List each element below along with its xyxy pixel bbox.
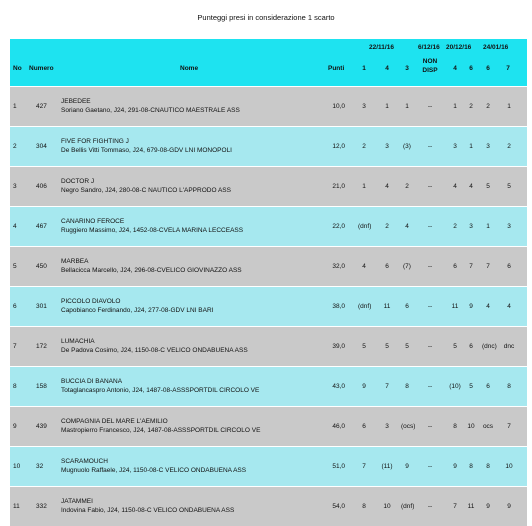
race-score-cell: 6 (469, 343, 473, 350)
race-score-cell: 9 (405, 463, 409, 470)
race-score-cell: 3 (385, 143, 389, 150)
race-label: 1 (362, 65, 366, 72)
race-score-cell: 2 (507, 143, 511, 150)
race-score-cell: 6 (385, 263, 389, 270)
rank-cell: 8 (13, 383, 17, 390)
sail-number-cell: 450 (36, 263, 47, 270)
table-row (10, 206, 527, 246)
race-score-cell: (dnc) (482, 343, 497, 350)
race-score-cell: 5 (362, 343, 366, 350)
race-score-cell: 6 (405, 303, 409, 310)
race-score-cell: 9 (453, 463, 457, 470)
race-score-cell: 11 (467, 503, 475, 510)
rank-cell: 10 (13, 463, 21, 470)
race-score-cell: (3) (403, 143, 411, 150)
race-score-cell: 4 (507, 303, 511, 310)
sail-number-cell: 158 (36, 383, 47, 390)
crew-info: Mastropierro Francesco, J24, 1487-08-ASSSPORTDIL CIRCOLO VE (61, 427, 261, 434)
race-label: 6 (469, 65, 473, 72)
rank-cell: 6 (13, 303, 17, 310)
race-score-cell: 6 (453, 263, 457, 270)
date-label: 20/12/16 (446, 44, 472, 51)
boat-name: FIVE FOR FIGHTING J (61, 138, 129, 145)
race-score-cell: 6 (486, 383, 490, 390)
race-score-cell: 5 (507, 183, 511, 190)
points-cell: 51,0 (332, 463, 345, 470)
race-score-cell: (ocs) (401, 423, 416, 430)
sail-number-cell: 439 (36, 423, 47, 430)
table-row (10, 486, 527, 526)
race-score-cell: 7 (362, 463, 366, 470)
race-score-cell: (10) (449, 383, 461, 390)
table-header (10, 39, 527, 86)
boat-name: DOCTOR J (61, 178, 95, 185)
boat-name: COMPAGNIA DEL MARE L'AEMILIO (61, 418, 168, 425)
race-score-cell: -- (427, 143, 433, 150)
race-score-cell: ocs (482, 423, 494, 430)
boat-name: JEBEDEE (61, 98, 91, 105)
race-score-cell: 9 (469, 303, 473, 310)
col-numero: Numero (29, 65, 54, 72)
race-label: 7 (506, 65, 510, 72)
race-score-cell: 4 (469, 183, 473, 190)
rank-cell: 11 (13, 503, 20, 510)
race-score-cell: (7) (403, 263, 411, 270)
date-label: 24/01/16 (483, 44, 509, 51)
rank-cell: 3 (13, 183, 17, 190)
date-label: 6/12/16 (418, 44, 440, 51)
sail-number-cell: 301 (36, 303, 47, 310)
sail-number-cell: 172 (36, 343, 47, 350)
page-title: Punteggi presi in considerazione 1 scarto (197, 13, 335, 22)
race-score-cell: 1 (486, 223, 490, 230)
race-score-cell: 9 (486, 503, 490, 510)
race-score-cell: 8 (362, 503, 366, 510)
race-score-cell: 7 (486, 263, 490, 270)
points-cell: 21,0 (332, 183, 345, 190)
race-score-cell: 2 (453, 223, 457, 230)
race-score-cell: 7 (507, 423, 511, 430)
race-score-cell: 9 (362, 383, 366, 390)
race-score-cell: 5 (385, 343, 389, 350)
boat-name: LUMACHIA (61, 338, 95, 345)
race-score-cell: -- (427, 183, 433, 190)
race-label: 3 (405, 65, 409, 72)
race-score-cell: 10 (383, 503, 391, 510)
rank-cell: 2 (13, 143, 17, 150)
race-label: NON DISP (422, 58, 438, 74)
points-cell: 32,0 (332, 263, 345, 270)
race-score-cell: 5 (453, 343, 457, 350)
race-score-cell: -- (427, 223, 433, 230)
rank-cell: 9 (13, 423, 17, 430)
race-score-cell: -- (427, 303, 433, 310)
points-cell: 10,0 (332, 103, 345, 110)
rank-cell: 7 (13, 343, 17, 350)
crew-info: Capobianco Ferdinando, J24, 277-08-GDV LNI BARI (61, 307, 214, 314)
race-score-cell: 3 (362, 103, 366, 110)
boat-name: MARBEA (61, 258, 89, 265)
race-score-cell: 2 (362, 143, 366, 150)
table-row (10, 406, 527, 446)
race-score-cell: 1 (405, 103, 409, 110)
race-score-cell: 2 (405, 183, 409, 190)
race-score-cell: 7 (453, 503, 457, 510)
race-score-cell: 4 (362, 263, 366, 270)
points-cell: 38,0 (332, 303, 345, 310)
race-score-cell: 1 (469, 143, 473, 150)
race-score-cell: dnc (503, 343, 515, 350)
race-score-cell: 2 (486, 103, 490, 110)
race-score-cell: -- (427, 383, 433, 390)
race-score-cell: 3 (385, 423, 389, 430)
race-score-cell: 6 (507, 263, 511, 270)
race-score-cell: 1 (453, 103, 457, 110)
race-score-cell: 3 (507, 223, 511, 230)
rank-cell: 5 (13, 263, 17, 270)
sail-number-cell: 467 (36, 223, 47, 230)
race-score-cell: 10 (467, 423, 475, 430)
sail-number-cell: 406 (36, 183, 47, 190)
race-score-cell: 3 (469, 223, 473, 230)
race-score-cell: -- (427, 423, 433, 430)
points-cell: 54,0 (332, 503, 345, 510)
race-score-cell: 8 (405, 383, 409, 390)
results-table (10, 39, 527, 526)
boat-name: SCARAMOUCH (61, 458, 108, 465)
race-label: 6 (486, 65, 490, 72)
race-score-cell: 4 (486, 303, 490, 310)
table-row (10, 326, 527, 366)
sail-number-cell: 32 (36, 463, 44, 470)
crew-info: Mugnuolo Raffaele, J24, 1150-08-C VELICO ONDABUENA ASS (61, 467, 247, 474)
col-no: No (13, 65, 22, 72)
col-punti: Punti (328, 65, 345, 72)
crew-info: De Padova Cosimo, J24, 1150-08-C VELICO ONDABUENA ASS (61, 347, 248, 354)
race-score-cell: -- (427, 263, 433, 270)
race-score-cell: 1 (385, 103, 389, 110)
date-label: 22/11/16 (369, 44, 394, 51)
race-score-cell: 8 (486, 463, 490, 470)
race-score-cell: 4 (385, 183, 389, 190)
race-score-cell: 3 (486, 143, 490, 150)
boat-name: PICCOLO DIAVOLO (61, 298, 121, 305)
race-score-cell: 4 (453, 183, 457, 190)
boat-name: BUCCIA DI BANANA (61, 378, 123, 385)
table-row (10, 86, 527, 126)
race-score-cell: 5 (405, 343, 409, 350)
boat-name: JATAMMEI (61, 498, 93, 505)
col-nome: Nome (180, 65, 199, 72)
race-score-cell: 3 (453, 143, 457, 150)
race-score-cell: 6 (362, 423, 366, 430)
sail-number-cell: 427 (36, 103, 47, 110)
rank-cell: 1 (13, 103, 17, 110)
race-score-cell: 4 (405, 223, 409, 230)
race-score-cell: -- (427, 343, 433, 350)
race-score-cell: (dnf) (358, 223, 372, 230)
table-row (10, 446, 527, 486)
table-row (10, 166, 527, 206)
sail-number-cell: 304 (36, 143, 47, 150)
points-cell: 39,0 (332, 343, 345, 350)
race-score-cell: -- (427, 503, 433, 510)
boat-name: CANARINO FEROCE (61, 218, 125, 225)
race-score-cell: 7 (469, 263, 473, 270)
race-score-cell: 10 (505, 463, 513, 470)
race-score-cell: 5 (469, 383, 473, 390)
race-score-cell: -- (427, 103, 433, 110)
points-cell: 46,0 (332, 423, 345, 430)
race-score-cell: 9 (507, 503, 511, 510)
race-score-cell: 2 (469, 103, 473, 110)
race-score-cell: 2 (385, 223, 389, 230)
table-row (10, 246, 527, 286)
race-score-cell: 11 (383, 303, 391, 310)
crew-info: Ruggiero Massimo, J24, 1452-08-CVELA MARINA LECCEASS (61, 227, 244, 234)
race-score-cell: 1 (507, 103, 511, 110)
race-score-cell: (dnf) (401, 503, 415, 510)
crew-info: Totaglancaspro Antonio, J24, 1487-08-ASSSPORTDIL CIRCOLO VE (61, 387, 260, 394)
table-row (10, 126, 527, 166)
rank-cell: 4 (13, 223, 17, 230)
crew-info: Soriano Gaetano, J24, 291-08-CNAUTICO MAESTRALE ASS (61, 107, 240, 114)
race-label: 4 (385, 65, 389, 72)
race-score-cell: 5 (486, 183, 490, 190)
race-score-cell: -- (427, 463, 433, 470)
race-score-cell: 7 (385, 383, 389, 390)
race-score-cell: 8 (507, 383, 511, 390)
points-cell: 43,0 (332, 383, 345, 390)
crew-info: Indovina Fabio, J24, 1150-08-C VELICO ONDABUENA ASS (61, 507, 235, 514)
points-cell: 12,0 (332, 143, 345, 150)
race-score-cell: 8 (453, 423, 457, 430)
race-score-cell: 1 (362, 183, 366, 190)
race-label: 4 (453, 65, 457, 72)
race-score-cell: (11) (381, 463, 393, 470)
race-score-cell: 11 (451, 303, 459, 310)
crew-info: Negro Sandro, J24, 280-08-C NAUTICO L'APPRODO ASS (61, 187, 231, 194)
sail-number-cell: 332 (36, 503, 47, 510)
race-score-cell: (dnf) (358, 303, 372, 310)
points-cell: 22,0 (332, 223, 345, 230)
race-score-cell: 8 (469, 463, 473, 470)
table-row (10, 366, 527, 406)
crew-info: Bellacicca Marcello, J24, 296-08-CVELICO GIOVINAZZO ASS (61, 267, 242, 274)
crew-info: De Bellis Vitti Tommaso, J24, 679-08-GDV LNI MONOPOLI (61, 147, 232, 154)
table-row (10, 286, 527, 326)
